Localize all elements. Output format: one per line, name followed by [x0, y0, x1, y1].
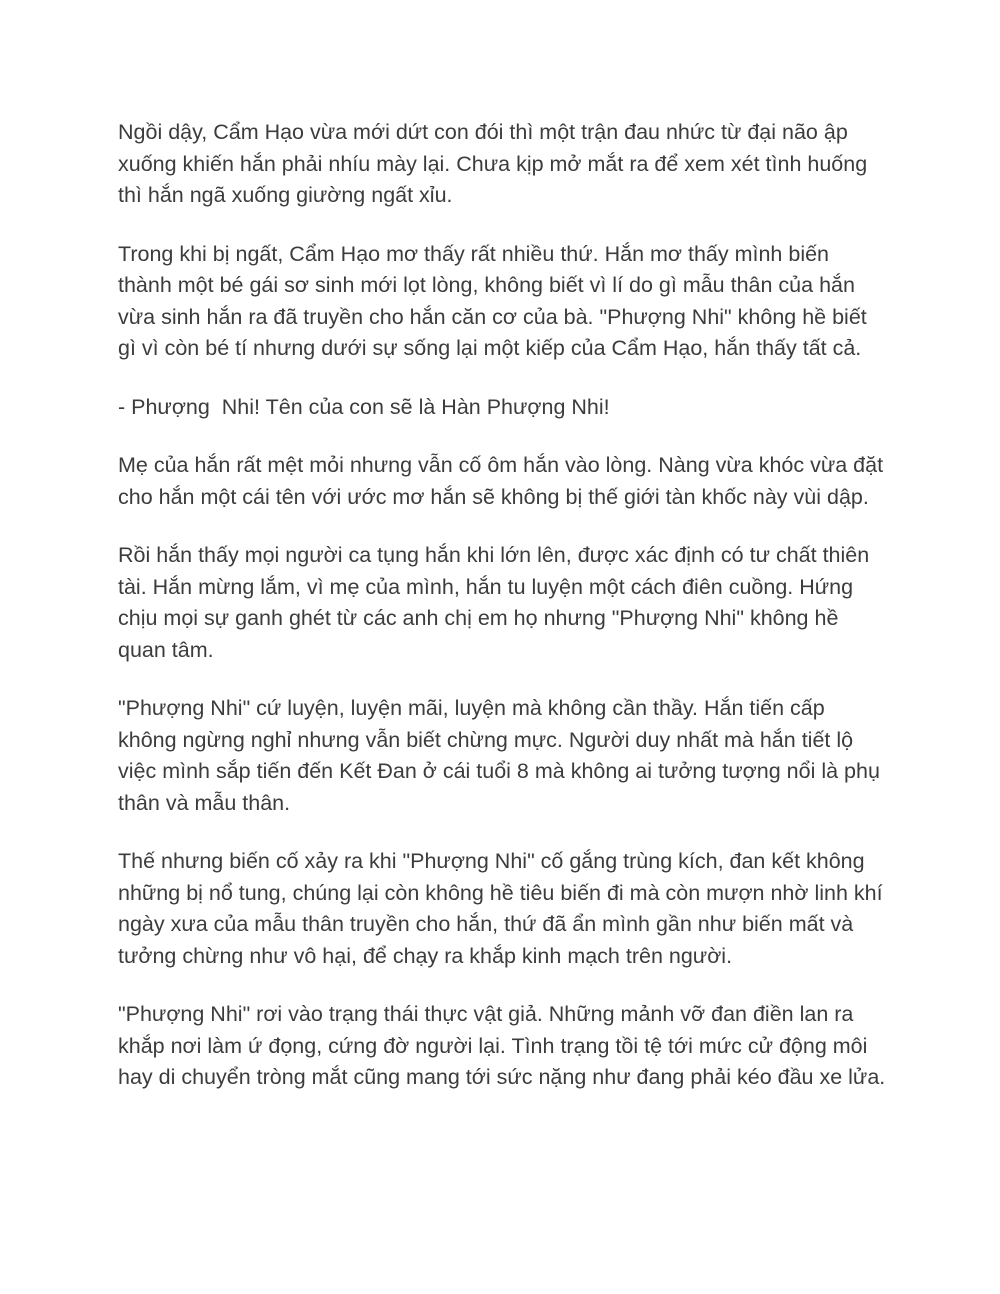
paragraph-1: Ngồi dậy, Cẩm Hạo vừa mới dứt con đói thì một trận đau nhức từ đại não ập xuống khiến hắn phải nhíu mày lại. Chưa kịp mở mắt ra để xem xét tình huống thì hắn ngã xuống giường ngất xỉu. [118, 120, 868, 207]
paragraph-7: Thế nhưng biến cố xảy ra khi "Phượng Nhi" cố gắng trùng kích, đan kết không những bị nổ tung, chúng lại còn không hề tiêu biến đi mà còn mượn nhờ linh khí ngày xưa của mẫu thân truyền cho hắn, thứ đã ẩn mình gần như biến mất và tưởng chừng như vô hại, để chạy ra khắp kinh mạch trên người. [118, 849, 883, 968]
document-body [118, 117, 888, 1121]
paragraph-8: "Phượng Nhi" rơi vào trạng thái thực vật giả. Những mảnh vỡ đan điền lan ra khắp nơi làm ứ đọng, cứng đờ người lại. Tình trạng tồi tệ tới mức cử động môi hay di chuyển tròng mắt cũng mang tới sức nặng như đang phải kéo đầu xe lửa. [118, 1002, 886, 1089]
paragraph-5: Rồi hắn thấy mọi người ca tụng hắn khi lớn lên, được xác định có tư chất thiên tài. Hắn mừng lắm, vì mẹ của mình, hắn tu luyện một cách điên cuồng. Hứng chịu mọi sự ganh ghét từ các anh chị em họ nhưng "Phượng Nhi" không hề quan tâm. [118, 543, 870, 662]
paragraph-4: Mẹ của hắn rất mệt mỏi nhưng vẫn cố ôm hắn vào lòng. Nàng vừa khóc vừa đặt cho hắn một cái tên với ước mơ hắn sẽ không bị thế giới tàn khốc này vùi dập. [118, 453, 884, 509]
paragraph-6: "Phượng Nhi" cứ luyện, luyện mãi, luyện mà không cần thầy. Hắn tiến cấp không ngừng nghỉ nhưng vẫn biết chừng mực. Người duy nhất mà hắn tiết lộ việc mình sắp tiến đến Kết Đan ở cái tuổi 8 mà không ai tưởng tượng nổi là phụ thân và mẫu thân. [118, 696, 880, 815]
paragraph-3-dialogue: - Phượng Nhi! Tên của con sẽ là Hàn Phượng Nhi! [118, 394, 610, 419]
paragraph-2: Trong khi bị ngất, Cẩm Hạo mơ thấy rất nhiều thứ. Hắn mơ thấy mình biến thành một bé gái sơ sinh mới lọt lòng, không biết vì lí do gì mẫu thân của hắn vừa sinh hắn ra đã truyền cho hắn căn cơ của bà. "Phượng Nhi" không hề biết gì vì còn bé tí nhưng dưới sự sống lại một kiếp của Cẩm Hạo, hắn thấy tất cả. [118, 241, 867, 360]
